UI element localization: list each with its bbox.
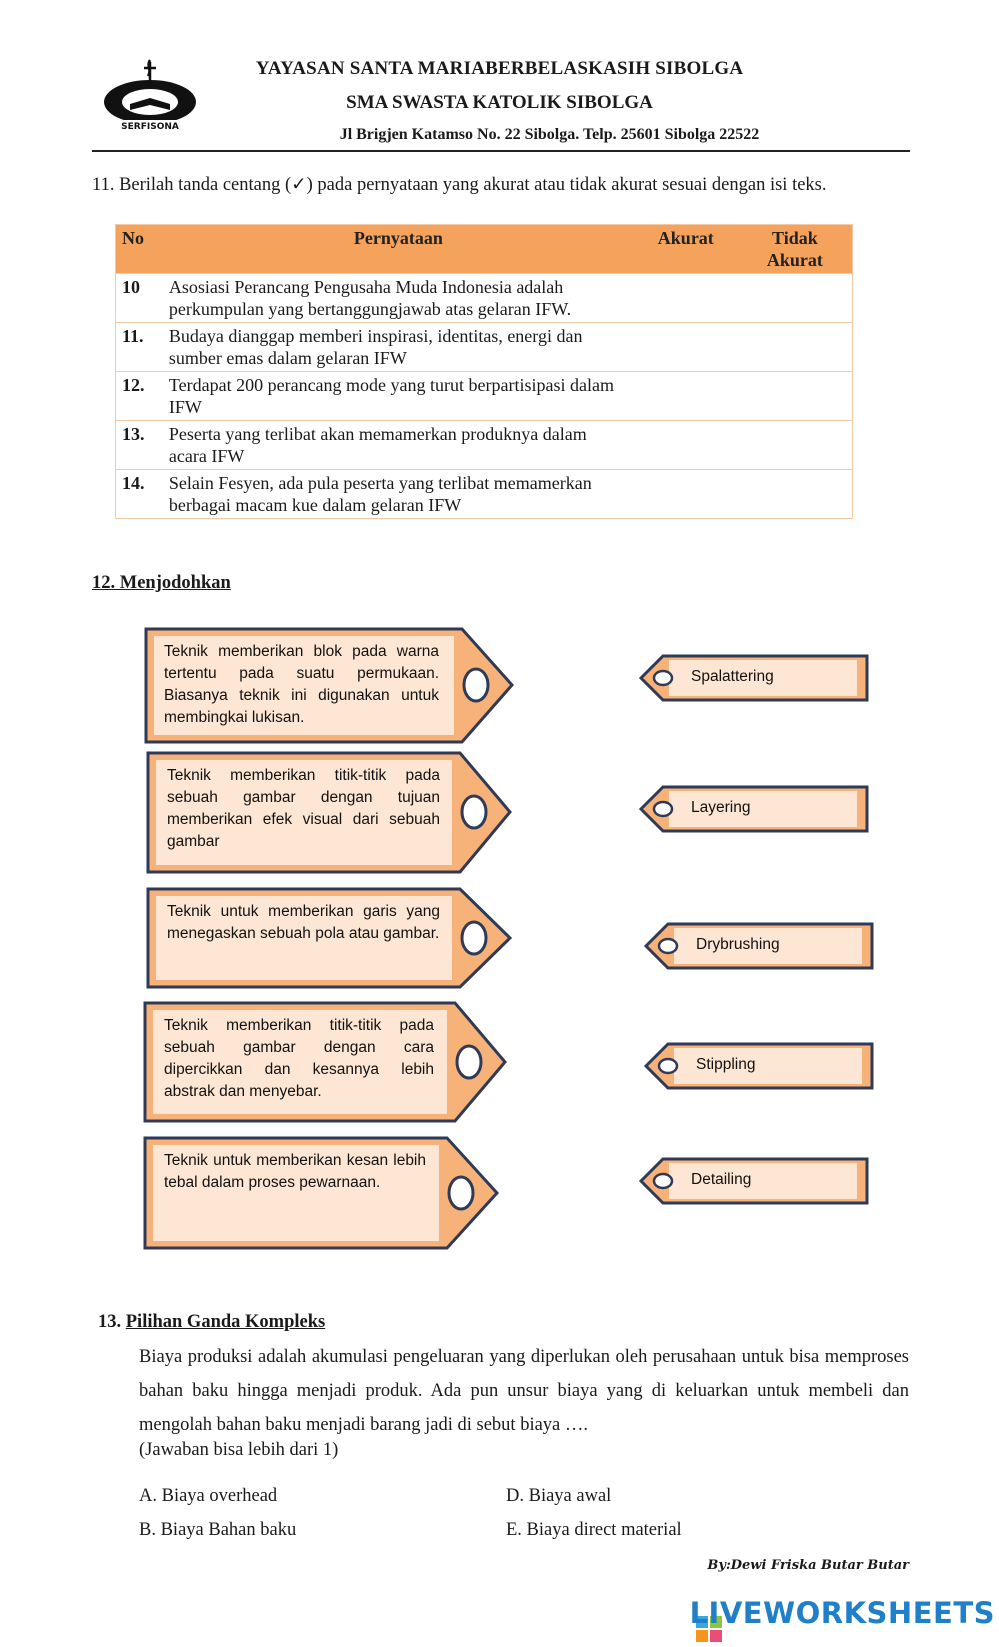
match-right-layering[interactable]: Layering xyxy=(639,785,869,833)
match-left-4[interactable]: Teknik memberikan titik-titik pada sebuah gambar dengan cara dipercikkan dan kesannya lebih abstrak dan menyebar. xyxy=(143,1001,509,1123)
header-rule xyxy=(92,150,910,152)
choice-a[interactable]: A. Biaya overhead xyxy=(139,1486,278,1506)
match-left-5[interactable]: Teknik untuk memberikan kesan lebih tebal dalam proses pewarnaan. xyxy=(143,1136,501,1250)
col-statement: Pernyataan xyxy=(163,225,634,274)
q13-note: (Jawaban bisa lebih dari 1) xyxy=(139,1440,339,1460)
q13-question: Biaya produksi adalah akumulasi pengeluaran yang diperlukan oleh perusahaan untuk bisa memproses bahan baku hingga menjadi produk. Ada pun unsur biaya yang di keluarkan untuk membeli dan mengolah bahan baku menjadi barang jadi di sebut biaya …. xyxy=(139,1347,909,1435)
accurate-checkbox[interactable] xyxy=(634,421,738,470)
author-signature: By:Dewi Friska Butar Butar xyxy=(707,1558,909,1573)
not-accurate-checkbox[interactable] xyxy=(738,274,853,323)
liveworksheets-brand: LIVEWORKSHEETS xyxy=(689,1596,995,1630)
table-row: 12. Terdapat 200 perancang mode yang turut berpartisipasi dalam IFW xyxy=(116,372,853,421)
not-accurate-checkbox[interactable] xyxy=(738,421,853,470)
choice-e[interactable]: E. Biaya direct material xyxy=(506,1520,682,1540)
col-not-accurate: Tidak Akurat xyxy=(738,225,853,274)
q13-title: 13. Pilihan Ganda Kompleks xyxy=(98,1312,326,1332)
not-accurate-checkbox[interactable] xyxy=(738,470,853,519)
not-accurate-checkbox[interactable] xyxy=(738,323,853,372)
match-left-3[interactable]: Teknik untuk memberikan garis yang menegaskan sebuah pola atau gambar. xyxy=(146,887,514,989)
match-right-detailing[interactable]: Detailing xyxy=(639,1157,869,1205)
accurate-checkbox[interactable] xyxy=(634,323,738,372)
header-school: SMA SWASTA KATOLIK SIBOLGA xyxy=(346,92,653,113)
accurate-checkbox[interactable] xyxy=(634,274,738,323)
not-accurate-checkbox[interactable] xyxy=(738,372,853,421)
match-left-2[interactable]: Teknik memberikan titik-titik pada sebuah gambar dengan tujuan memberikan efek visual dari sebuah gambar xyxy=(146,751,514,874)
choice-d[interactable]: D. Biaya awal xyxy=(506,1486,612,1506)
match-right-drybrushing[interactable]: Drybrushing xyxy=(644,922,874,970)
col-no: No xyxy=(116,225,163,274)
statement-table xyxy=(115,224,853,519)
col-accurate: Akurat xyxy=(634,225,738,274)
table-row: 10 Asosiasi Perancang Pengusaha Muda Indonesia adalah perkumpulan yang bertanggungjawab atas gelaran IFW. xyxy=(116,274,853,323)
table-row: 11. Budaya dianggap memberi inspirasi, identitas, energi dan sumber emas dalam gelaran IFW xyxy=(116,323,853,372)
q11-instruction: 11. Berilah tanda centang (✓) pada pernyataan yang akurat atau tidak akurat sesuai dengan isi teks. xyxy=(92,175,827,195)
q12-title: 12. Menjodohkan xyxy=(92,573,231,593)
accurate-checkbox[interactable] xyxy=(634,372,738,421)
accurate-checkbox[interactable] xyxy=(634,470,738,519)
table-row: 14. Selain Fesyen, ada pula peserta yang terlibat memamerkan berbagai macam kue dalam gelaran IFW xyxy=(116,470,853,519)
match-right-stippling[interactable]: Stippling xyxy=(644,1042,874,1090)
header-foundation: YAYASAN SANTA MARIABERBELASKASIH SIBOLGA xyxy=(255,58,744,79)
match-right-spalattering[interactable]: Spalattering xyxy=(639,654,869,702)
match-left-1[interactable]: Teknik memberikan blok pada warna tertentu pada suatu permukaan. Biasanya teknik ini digunakan untuk membingkai lukisan. xyxy=(144,627,516,744)
table-row: 13. Peserta yang terlibat akan memamerkan produknya dalam acara IFW xyxy=(116,421,853,470)
choice-b[interactable]: B. Biaya Bahan baku xyxy=(139,1520,297,1540)
svg-text:SERFISONA: SERFISONA xyxy=(121,122,179,132)
header-address: Jl Brigjen Katamso No. 22 Sibolga. Telp. 25601 Sibolga 22522 xyxy=(339,126,760,143)
